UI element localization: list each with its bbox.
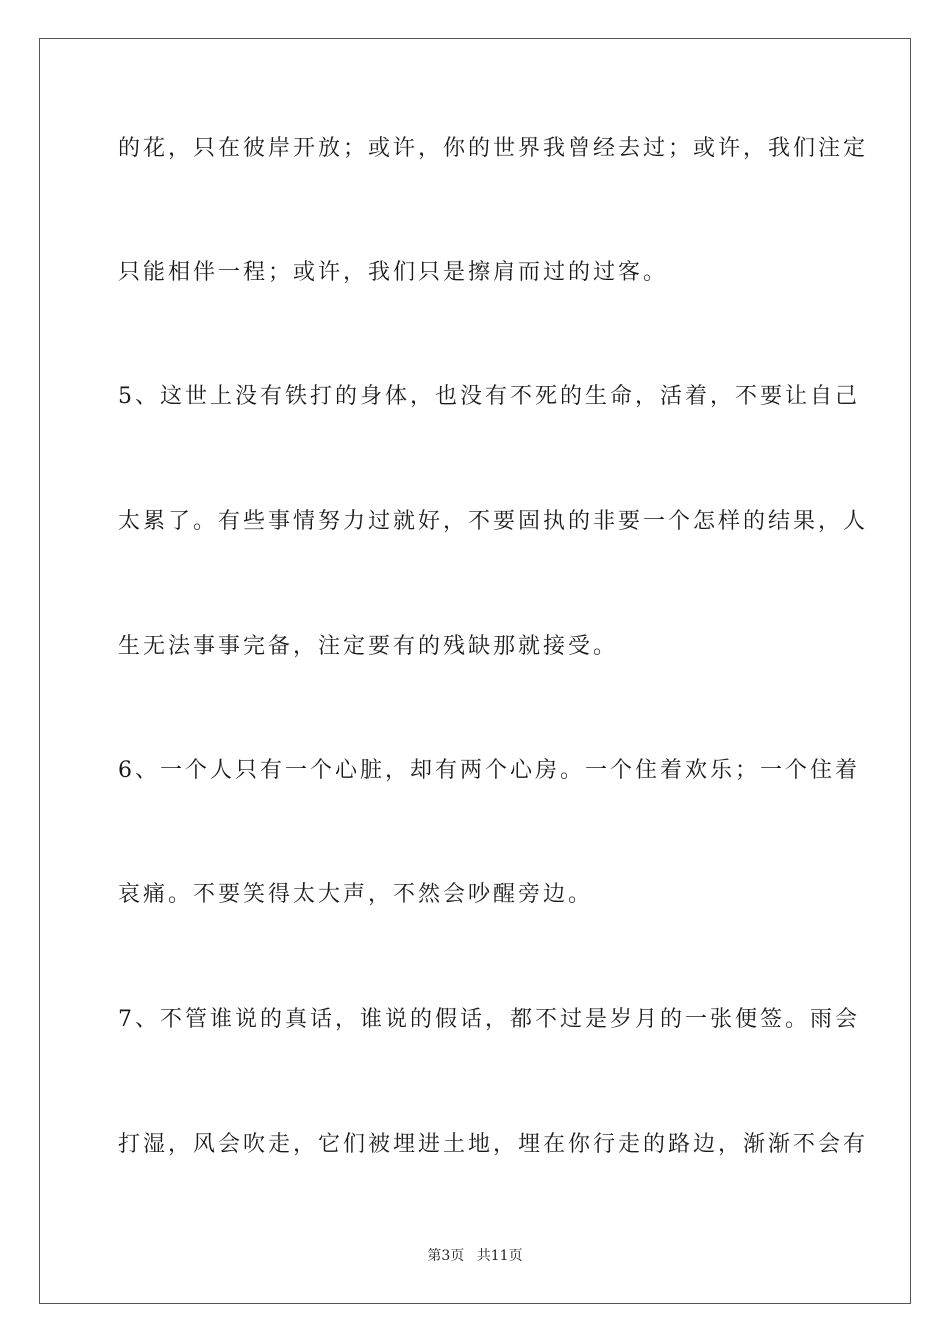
text-line: 6、一个人只有一个心脏，却有两个心房。一个住着欢乐；一个住着 xyxy=(118,758,860,783)
page-total: 共11页 xyxy=(476,1248,523,1264)
text-line: 生无法事事完备，注定要有的残缺那就接受。 xyxy=(118,634,619,659)
text-line: 太累了。有些事情努力过就好，不要固执的非要一个怎样的结果，人 xyxy=(118,509,869,534)
text-line: 7、不管谁说的真话，谁说的假话，都不过是岁月的一张便签。雨会 xyxy=(118,1007,860,1032)
page-number: 第3页 xyxy=(427,1248,465,1264)
text-line: 5、这世上没有铁打的身体，也没有不死的生命，活着，不要让自己 xyxy=(118,384,860,409)
text-line: 打湿，风会吹走，它们被埋进土地，埋在你行走的路边，渐渐不会有 xyxy=(118,1132,869,1157)
page-border xyxy=(39,38,911,1304)
text-line: 只能相伴一程；或许，我们只是擦肩而过的过客。 xyxy=(118,260,669,285)
page-footer xyxy=(0,1246,950,1266)
text-line: 的花，只在彼岸开放；或许，你的世界我曾经去过；或许，我们注定 xyxy=(118,136,869,161)
text-line: 哀痛。不要笑得太大声，不然会吵醒旁边。 xyxy=(118,882,594,907)
